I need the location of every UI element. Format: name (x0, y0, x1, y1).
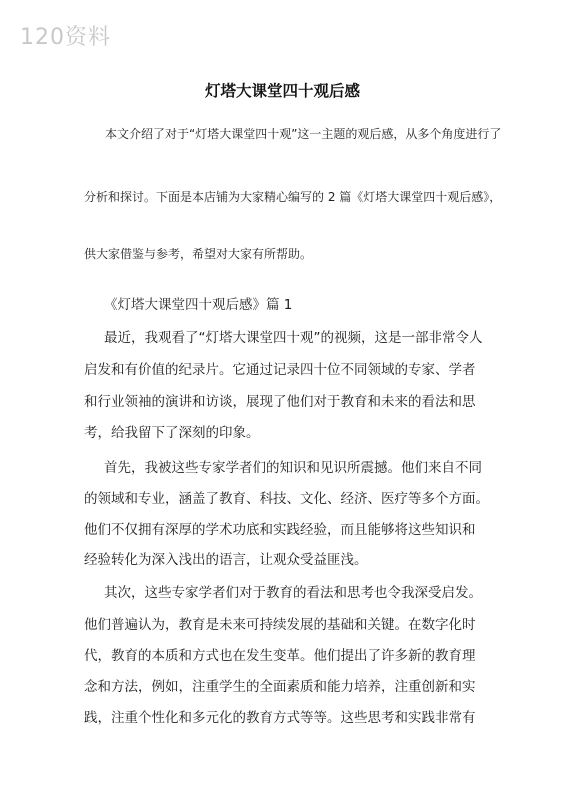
paragraph-line: 首先，我被这些专家学者们的知识和见识所震撼。他们来自不同 (104, 460, 482, 476)
paragraph-line: 他们普遍认为，教育是未来可持续发展的基础和关键。在数字化时 (84, 617, 476, 633)
paragraph-line: 和行业领袖的演讲和访谈，展现了他们对于教育和未来的看法和思 (84, 394, 476, 410)
paragraph-line: 考，给我留下了深刻的印象。 (84, 425, 260, 441)
document-title: 灯塔大课堂四十观后感 (204, 82, 360, 100)
paragraph-line: 其次，这些专家学者们对于教育的看法和思考也令我深受启发。 (104, 585, 482, 601)
paragraph-line: 启发和有价值的纪录片。它通过记录四十位不同领域的专家、学者 (84, 362, 476, 378)
paragraph-line: 他们不仅拥有深厚的学术功底和实践经验，而且能够将这些知识和 (84, 522, 476, 538)
intro-line: 供大家借鉴与参考，希望对大家有所帮助。 (84, 247, 313, 261)
paragraph-line: 念和方法，例如，注重学生的全面素质和能力培养，注重创新和实 (84, 679, 476, 695)
intro-line: 本文介绍了对于“灯塔大课堂四十观”这一主题的观后感，从多个角度进行了 (105, 127, 502, 141)
paragraph-line: 代，教育的本质和方式也在发生变革。他们提出了许多新的教育理 (84, 648, 476, 664)
paragraph-line: 经验转化为深入浅出的语言，让观众受益匪浅。 (84, 552, 368, 568)
section-heading: 《灯塔大课堂四十观后感》篇 1 (104, 297, 293, 313)
intro-line: 分析和探讨。下面是本店铺为大家精心编写的 2 篇《灯塔大课堂四十观后感》， (84, 190, 502, 204)
watermark-logo: 120资料 (20, 25, 111, 50)
paragraph-line: 最近，我观看了“灯塔大课堂四十观”的视频，这是一部非常令人 (104, 330, 483, 346)
paragraph-line: 践，注重个性化和多元化的教育方式等等。这些思考和实践非常有 (84, 710, 476, 726)
paragraph-line: 的领域和专业，涵盖了教育、科技、文化、经济、医疗等多个方面。 (84, 491, 489, 507)
